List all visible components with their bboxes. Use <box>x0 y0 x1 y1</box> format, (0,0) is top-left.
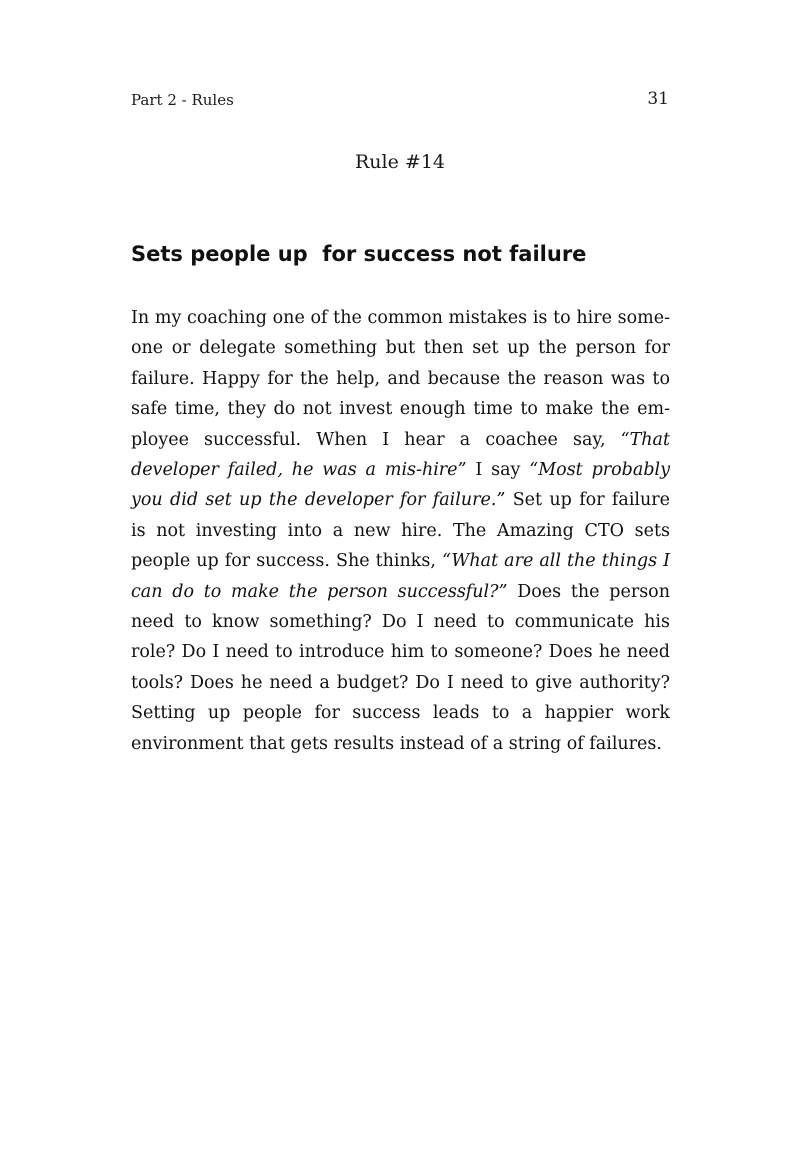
paragraph-text: I say <box>466 460 530 481</box>
quote-text: “What are all the things I can do to make the person successful?” <box>131 551 670 602</box>
body-paragraph <box>131 303 670 759</box>
rule-label: Rule #14 <box>355 151 445 173</box>
page-number: 31 <box>647 89 669 109</box>
section-heading: Sets people up for success not failure <box>131 242 587 266</box>
quote-text: “Most probably you did set up the developer for failure.” <box>131 460 670 511</box>
quote-text: “That developer failed, he was a mis-hire” <box>131 429 670 481</box>
running-head: Part 2 - Rules <box>131 91 234 109</box>
paragraph-text: Does the person need to know something? Do I need to communicate his role? Do I need to introduce him to someone? Does he need tools? Does he need a budget? Do I need to give authority? Setting up people for success leads to a happier work environment that gets results instead of a string of failures. <box>131 581 670 754</box>
paragraph-text: Set up for failure is not investing into a new hire. The Amazing CTO sets people up for success. She thinks, <box>131 490 671 572</box>
paragraph-text: In my coaching one of the common mistakes is to hire someone or delegate something but then set up the person for failure. Happy for the help, and because the reason was to safe time, they do not invest enough time to make the employee successful. When I hear a coachee say, <box>131 308 670 450</box>
